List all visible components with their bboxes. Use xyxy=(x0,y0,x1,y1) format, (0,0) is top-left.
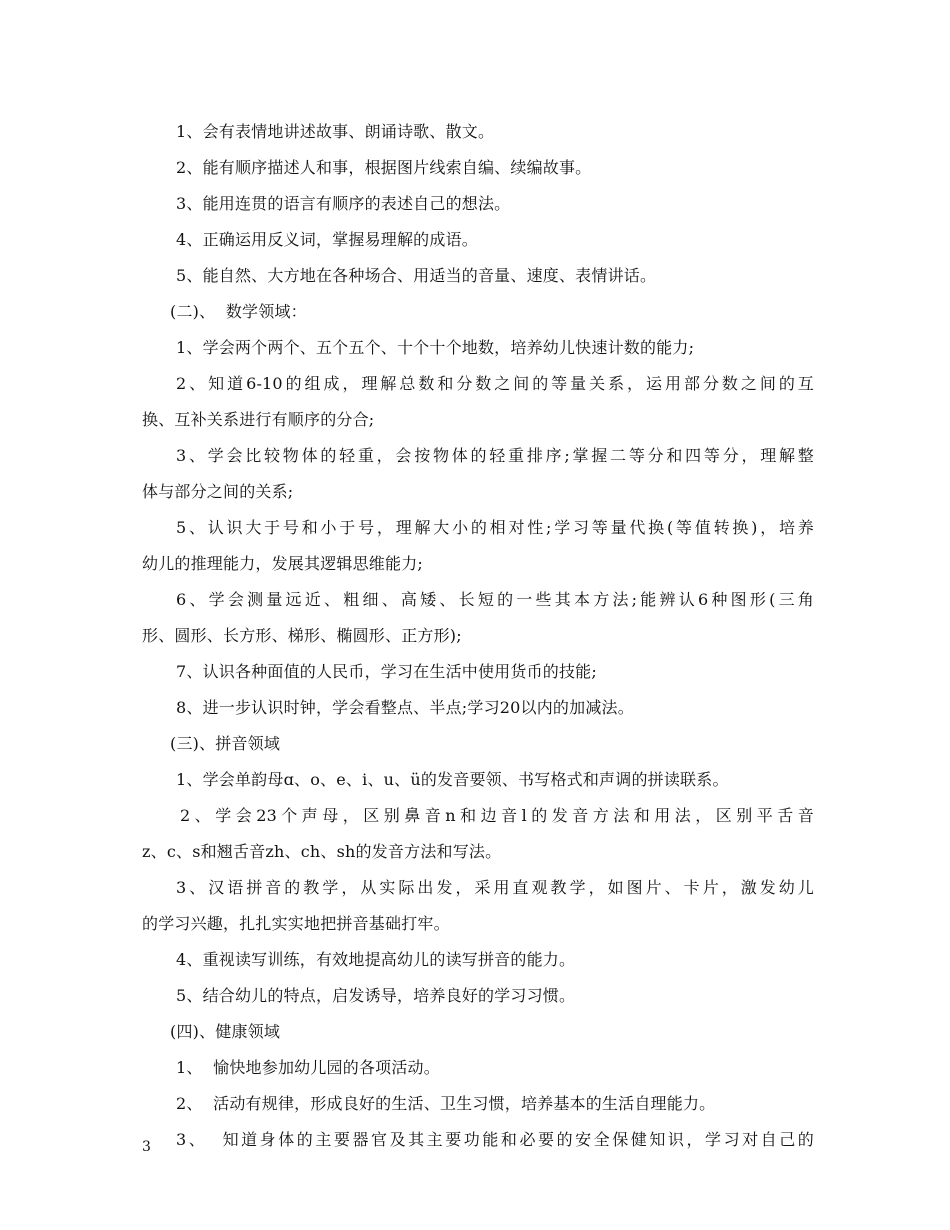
paragraph-line: 体与部分之间的关系; xyxy=(142,482,294,501)
paragraph-line: 5、认识大于号和小于号，理解大小的相对性;学习等量代换(等值转换)，培养 xyxy=(176,518,814,537)
paragraph-line: 2、能有顺序描述人和事，根据图片线索自编、续编故事。 xyxy=(176,158,592,177)
paragraph-line: 3、 知道身体的主要器官及其主要功能和必要的安全保健知识，学习对自己的 xyxy=(176,1130,814,1149)
paragraph-line: 6、学会测量远近、粗细、高矮、长短的一些其本方法;能辨认6种图形(三角 xyxy=(176,590,814,609)
paragraph-line: 4、重视读写训练，有效地提高幼儿的读写拼音的能力。 xyxy=(176,950,576,969)
section-heading-health: (四)、健康领域 xyxy=(170,1022,281,1041)
paragraph-line: 幼儿的推理能力，发展其逻辑思维能力; xyxy=(142,554,423,573)
paragraph-line: 5、能自然、大方地在各种场合、用适当的音量、速度、表情讲话。 xyxy=(176,266,657,285)
paragraph-line: 2、学会23个声母，区别鼻音n和边音l的发音方法和用法，区别平舌音 xyxy=(180,806,814,825)
paragraph-line: 2、 活动有规律，形成良好的生活、卫生习惯，培养基本的生活自理能力。 xyxy=(176,1094,716,1113)
document-body xyxy=(142,114,814,1158)
paragraph-line: 的学习兴趣，扎扎实实地把拼音基础打牢。 xyxy=(142,914,450,933)
paragraph-line: 1、会有表情地讲述故事、朗诵诗歌、散文。 xyxy=(176,122,495,141)
paragraph-line: 4、正确运用反义词，掌握易理解的成语。 xyxy=(176,230,478,249)
paragraph-line: z、c、s和翘舌音zh、ch、sh的发音方法和写法。 xyxy=(142,842,502,861)
paragraph-line: 8、进一步认识时钟，学会看整点、半点;学习20以内的加减法。 xyxy=(176,698,634,717)
paragraph-line: 3、学会比较物体的轻重，会按物体的轻重排序;掌握二等分和四等分，理解整 xyxy=(176,446,814,465)
paragraph-line: 7、认识各种面值的人民币，学习在生活中使用货币的技能; xyxy=(176,662,597,681)
section-heading-pinyin: (三)、拼音领域 xyxy=(170,734,281,753)
paragraph-line: 换、互补关系进行有顺序的分合; xyxy=(142,410,375,429)
paragraph-line: 5、结合幼儿的特点，启发诱导，培养良好的学习习惯。 xyxy=(176,986,576,1005)
page-number: 3 xyxy=(142,1139,151,1155)
paragraph-line: 3、汉语拼音的教学，从实际出发，采用直观教学，如图片、卡片，激发幼儿 xyxy=(176,878,814,897)
paragraph-line: 2、知道6-10的组成，理解总数和分数之间的等量关系，运用部分数之间的互 xyxy=(176,374,814,393)
paragraph-line: 3、能用连贯的语言有顺序的表述自己的想法。 xyxy=(176,194,511,213)
paragraph-line: 1、学会两个两个、五个五个、十个十个地数，培养幼儿快速计数的能力; xyxy=(176,338,695,357)
paragraph-line: 形、圆形、长方形、梯形、椭圆形、正方形); xyxy=(142,626,462,645)
paragraph-line: 1、学会单韵母ɑ、o、e、i、u、ü的发音要领、书写格式和声调的拼读联系。 xyxy=(176,770,729,789)
paragraph-line: 1、 愉快地参加幼儿园的各项活动。 xyxy=(176,1058,440,1077)
section-heading-math: (二)、 数学领域： xyxy=(170,302,307,321)
